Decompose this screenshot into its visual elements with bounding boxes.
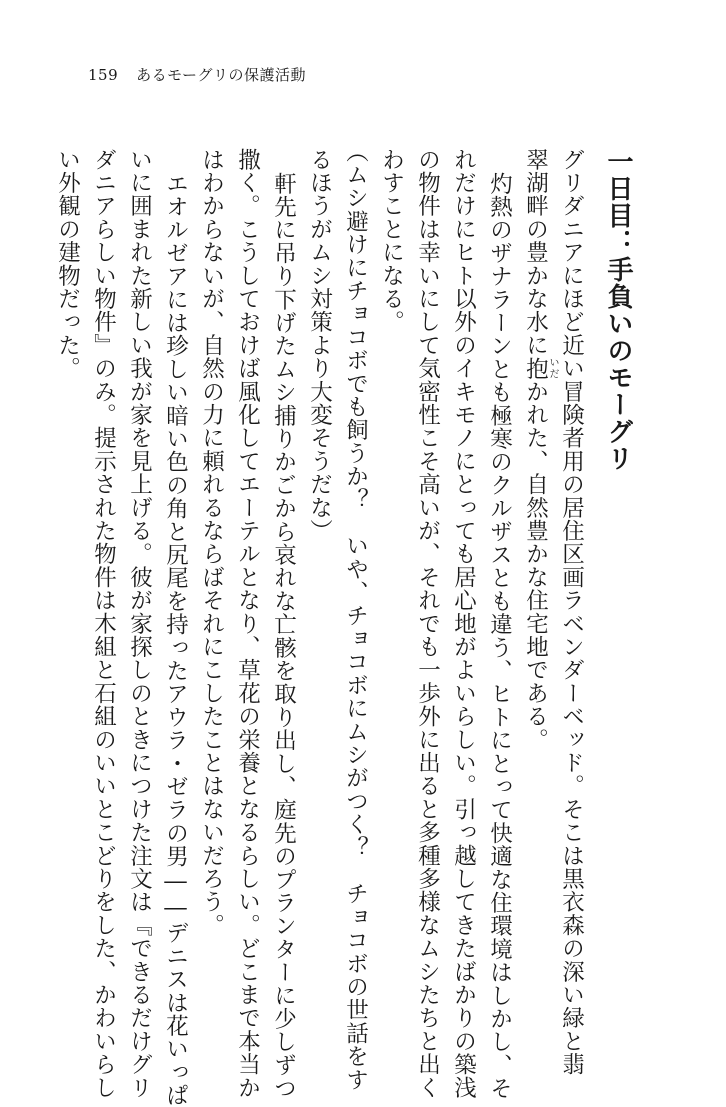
body-line: エオルゼアには珍しい暗い色の角と尻尾を持ったアウラ・ゼラの男――デニスは花いっぱ <box>162 172 189 1107</box>
running-header <box>88 64 306 85</box>
body-line: るほうがムシ対策より大変そうだな） <box>306 148 333 543</box>
body-line: グリダニアにほど近い冒険者用の居住区画ラベンダーベッド。そこは黒衣森の深い緑と翡 <box>558 148 585 1076</box>
body-line: 翠湖畔の豊かな水に抱いだかれた、自然豊かな住宅地である。 <box>522 148 558 752</box>
body-line: いに囲まれた新しい我が家を見上げる。彼が家探しのときにつけた注文は『できるだけグリ <box>126 148 153 1100</box>
body-line: ダニアらしい物件』のみ。提示された物件は木組と石組のいいとこどりをした、かわいらし <box>90 148 117 1100</box>
body-line: い外観の建物だった。 <box>54 148 81 380</box>
body-line: （ムシ避けにチョコボでも飼うか？ いや、チョコボにムシがつく？ チョコボの世話をす <box>342 140 369 1092</box>
page-number: 159 <box>88 66 119 84</box>
body-line: れだけにヒト以外のイキモノにとっても居心地がよいらしい。引っ越してきたばかりの築浅 <box>450 148 477 1100</box>
body-line: わすことになる。 <box>378 148 405 334</box>
body-line: の物件は幸いにして気密性こそ高いが、それでも一歩外に出ると多種多様なムシたちと出く <box>414 148 441 1100</box>
body-line: 撒く。こうしておけば風化してエーテルとなり、草花の栄養となるらしい。どこまで本当か <box>234 148 261 1100</box>
body-line: 灼熱のザナラーンとも極寒のクルザスとも違う、ヒトにとって快適な住環境はしかし、そ <box>486 172 513 1100</box>
running-title: あるモーグリの保護活動 <box>136 66 307 84</box>
body-line: はわからないが、自然の力に頼れるならばそれにこしたことはないだろう。 <box>198 148 225 937</box>
ruby-reading: いだ <box>547 356 558 380</box>
chapter-title: 一日目：手負いのモーグリ <box>603 148 633 472</box>
body-line: 軒先に吊り下げたムシ捕りかごから哀れな亡骸を取り出し、庭先のプランターに少しずつ <box>270 172 297 1100</box>
ruby-annotation: 抱いだ <box>522 356 558 381</box>
